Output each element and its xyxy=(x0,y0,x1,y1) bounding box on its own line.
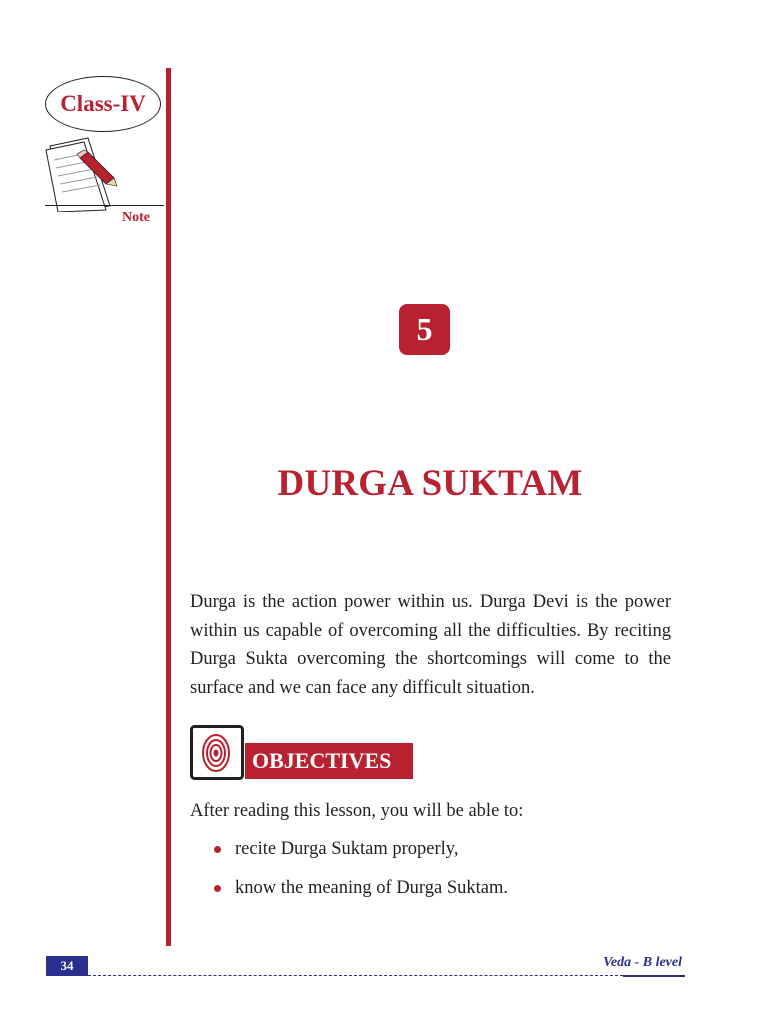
footer-solid-rule xyxy=(623,975,685,977)
objectives-heading: OBJECTIVES xyxy=(245,743,413,779)
footer-dashed-rule xyxy=(88,975,623,976)
note-divider xyxy=(45,205,164,206)
chapter-number-badge: 5 xyxy=(399,304,450,355)
objectives-lead: After reading this lesson, you will be able to: xyxy=(190,801,524,821)
chapter-title: DURGA SUKTAM xyxy=(277,463,583,504)
list-item xyxy=(214,835,508,863)
list-item-text: know the meaning of Durga Suktam. xyxy=(235,878,509,898)
class-label: Class-IV xyxy=(45,76,161,132)
bullet-icon xyxy=(214,846,221,853)
intro-paragraph: Durga is the action power within us. Durga Devi is the power within us capable of overcoming all the difficulties. By reciting Durga Sukta overcoming the shortcomings will come to the surface and we can face any difficult situation. xyxy=(190,592,671,698)
notepad-pencil-icon xyxy=(44,134,120,212)
bullet-icon xyxy=(214,885,221,892)
page-number: 34 xyxy=(46,956,88,976)
footer-brand: Veda - B level xyxy=(603,955,682,970)
target-icon xyxy=(190,725,244,780)
note-label: Note xyxy=(122,210,150,225)
list-item xyxy=(214,874,508,902)
list-item-text: recite Durga Suktam properly, xyxy=(235,839,459,859)
margin-rule xyxy=(166,68,171,946)
objectives-list xyxy=(214,835,508,913)
